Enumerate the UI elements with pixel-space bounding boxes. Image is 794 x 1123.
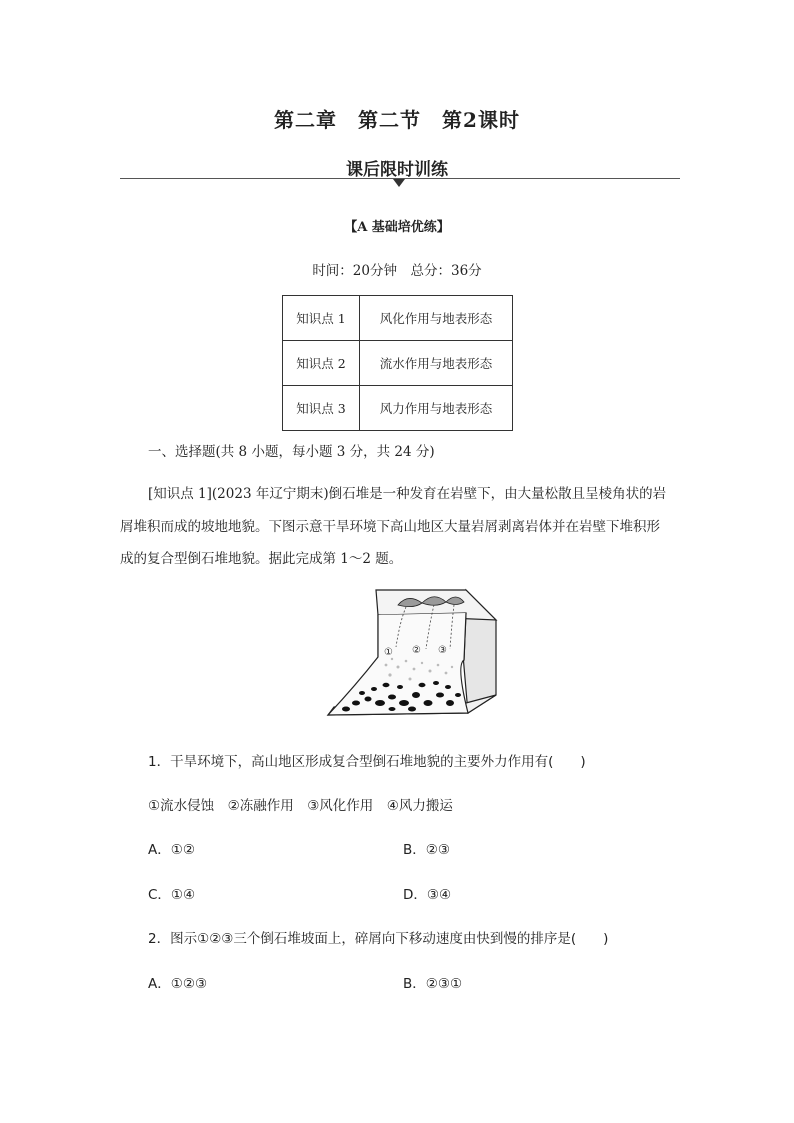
knowledge-topic-cell: 流水作用与地表形态 bbox=[360, 341, 513, 386]
question-1-option-a: A．①② bbox=[148, 842, 195, 858]
question-1-option-b: B．②③ bbox=[403, 842, 450, 858]
table-row bbox=[283, 386, 513, 431]
intro-line: [知识点 1](2023 年辽宁期末)倒石堆是一种发育在岩壁下，由大量松散且呈棱角状的岩 bbox=[148, 486, 667, 502]
table-row bbox=[283, 296, 513, 341]
section-label: 【A 基础培优练】 bbox=[344, 220, 450, 235]
part-heading: 一、选择题(共 8 小题，每小题 3 分，共 24 分) bbox=[148, 444, 435, 460]
intro-line: 屑堆积而成的坡地地貌。下图示意干旱环境下高山地区大量岩屑剥离岩体并在岩壁下堆积形 bbox=[120, 519, 660, 535]
knowledge-point-cell: 知识点 1 bbox=[283, 296, 360, 341]
knowledge-topic-cell: 风力作用与地表形态 bbox=[360, 386, 513, 431]
knowledge-point-cell: 知识点 3 bbox=[283, 386, 360, 431]
question-2-option-a: A．①②③ bbox=[148, 976, 208, 992]
figure-label-3: ③ bbox=[438, 645, 447, 656]
talus-landform-figure bbox=[326, 585, 498, 720]
question-2-option-b: B．②③① bbox=[403, 976, 463, 992]
question-1-option-c: C．①④ bbox=[148, 887, 196, 903]
page-subtitle: 课后限时训练 bbox=[346, 160, 448, 180]
figure-label-1: ① bbox=[384, 647, 393, 658]
time-info: 时间：20分钟 总分：36分 bbox=[312, 263, 482, 279]
question-2-stem: 2．图示①②③三个倒石堆坡面上，碎屑向下移动速度由快到慢的排序是( ) bbox=[148, 931, 609, 947]
table-row bbox=[283, 341, 513, 386]
question-1-option-d: D．③④ bbox=[403, 887, 452, 903]
figure-label-2: ② bbox=[412, 645, 421, 656]
question-1-stem: 1．干旱环境下，高山地区形成复合型倒石堆地貌的主要外力作用有( ) bbox=[148, 754, 586, 770]
page-title: 第二章 第二节 第2课时 bbox=[274, 108, 520, 132]
knowledge-topic-cell: 风化作用与地表形态 bbox=[360, 296, 513, 341]
knowledge-table bbox=[282, 295, 513, 431]
intro-line: 成的复合型倒石堆地貌。据此完成第 1～2 题。 bbox=[120, 551, 403, 567]
question-1-items: ①流水侵蚀 ②冻融作用 ③风化作用 ④风力搬运 bbox=[148, 798, 453, 814]
knowledge-point-cell: 知识点 2 bbox=[283, 341, 360, 386]
triangle-marker-icon bbox=[393, 179, 405, 187]
